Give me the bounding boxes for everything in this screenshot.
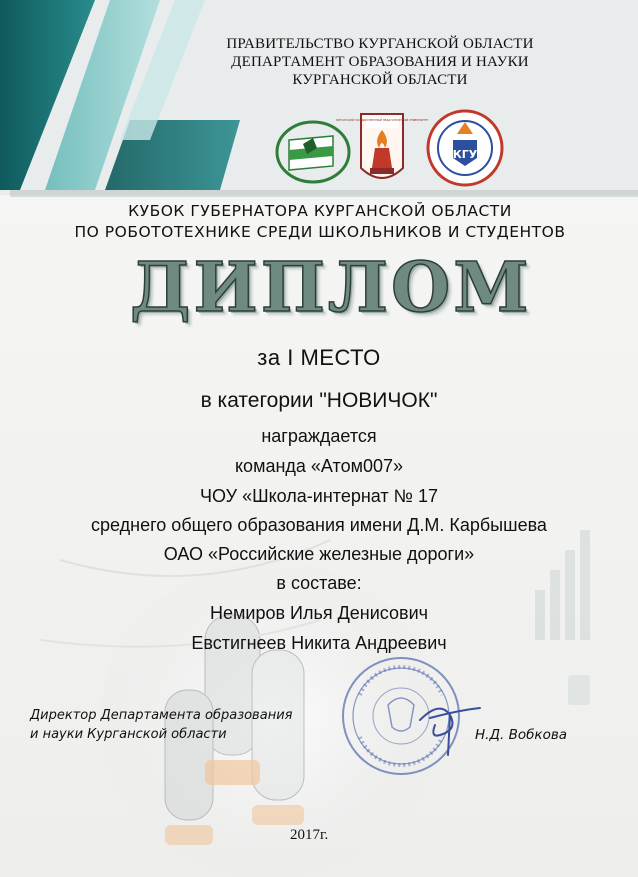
issuer-line: КУРГАНСКОЙ ОБЛАСТИ bbox=[292, 72, 468, 88]
composition-label: в составе: bbox=[276, 573, 362, 593]
school-line: ЧОУ «Школа-интернат № 17 bbox=[200, 486, 438, 506]
award-category: в категории "НОВИЧОК" bbox=[200, 389, 438, 412]
svg-text:КГУ: КГУ bbox=[452, 148, 478, 161]
signature-scribble bbox=[410, 690, 500, 760]
signatory-position bbox=[30, 706, 330, 744]
awarded-label: награждается bbox=[261, 426, 377, 446]
diploma-title: ДИПЛОМ bbox=[130, 248, 532, 328]
award-place: за I МЕСТО bbox=[257, 345, 381, 370]
kgu-logo bbox=[428, 111, 502, 185]
team-name: команда «Атом007» bbox=[234, 456, 404, 476]
logos-row bbox=[275, 108, 515, 193]
signatory-name: Н.Д. Вобкова bbox=[475, 727, 568, 743]
competition-line: КУБОК ГУБЕРНАТОРА КУРГАНСКОЙ ОБЛАСТИ bbox=[128, 202, 512, 220]
svg-text:КУРГАНСКИЙ ГОСУДАРСТВЕННЫЙ ПЕД: КУРГАНСКИЙ ГОСУДАРСТВЕННЫЙ ПЕДАГОГИЧЕСКИЙ УНИВЕРСИТЕТ bbox=[335, 119, 429, 122]
competition-title bbox=[60, 201, 580, 243]
position-line: и науки Курганской области bbox=[30, 727, 227, 742]
competition-line: ПО РОБОТОТЕХНИКЕ СРЕДИ ШКОЛЬНИКОВ И СТУДЕНТОВ bbox=[74, 223, 566, 241]
issuer-line: ПРАВИТЕЛЬСТВО КУРГАНСКОЙ ОБЛАСТИ bbox=[226, 36, 534, 52]
issue-year: 2017г. bbox=[290, 827, 329, 843]
issuer-line: ДЕПАРТАМЕНТ ОБРАЗОВАНИЯ И НАУКИ bbox=[231, 54, 529, 70]
position-line: Директор Департамента образования bbox=[30, 708, 293, 723]
team-member: Евстигнеев Никита Андреевич bbox=[191, 633, 447, 653]
region-flag-logo bbox=[277, 122, 349, 182]
school-line: ОАО «Российские железные дороги» bbox=[163, 544, 475, 564]
issuer-header bbox=[200, 35, 560, 89]
team-member: Немиров Илья Денисович bbox=[210, 603, 428, 623]
school-line: среднего общего образования имени Д.М. Карбышева bbox=[91, 515, 547, 535]
